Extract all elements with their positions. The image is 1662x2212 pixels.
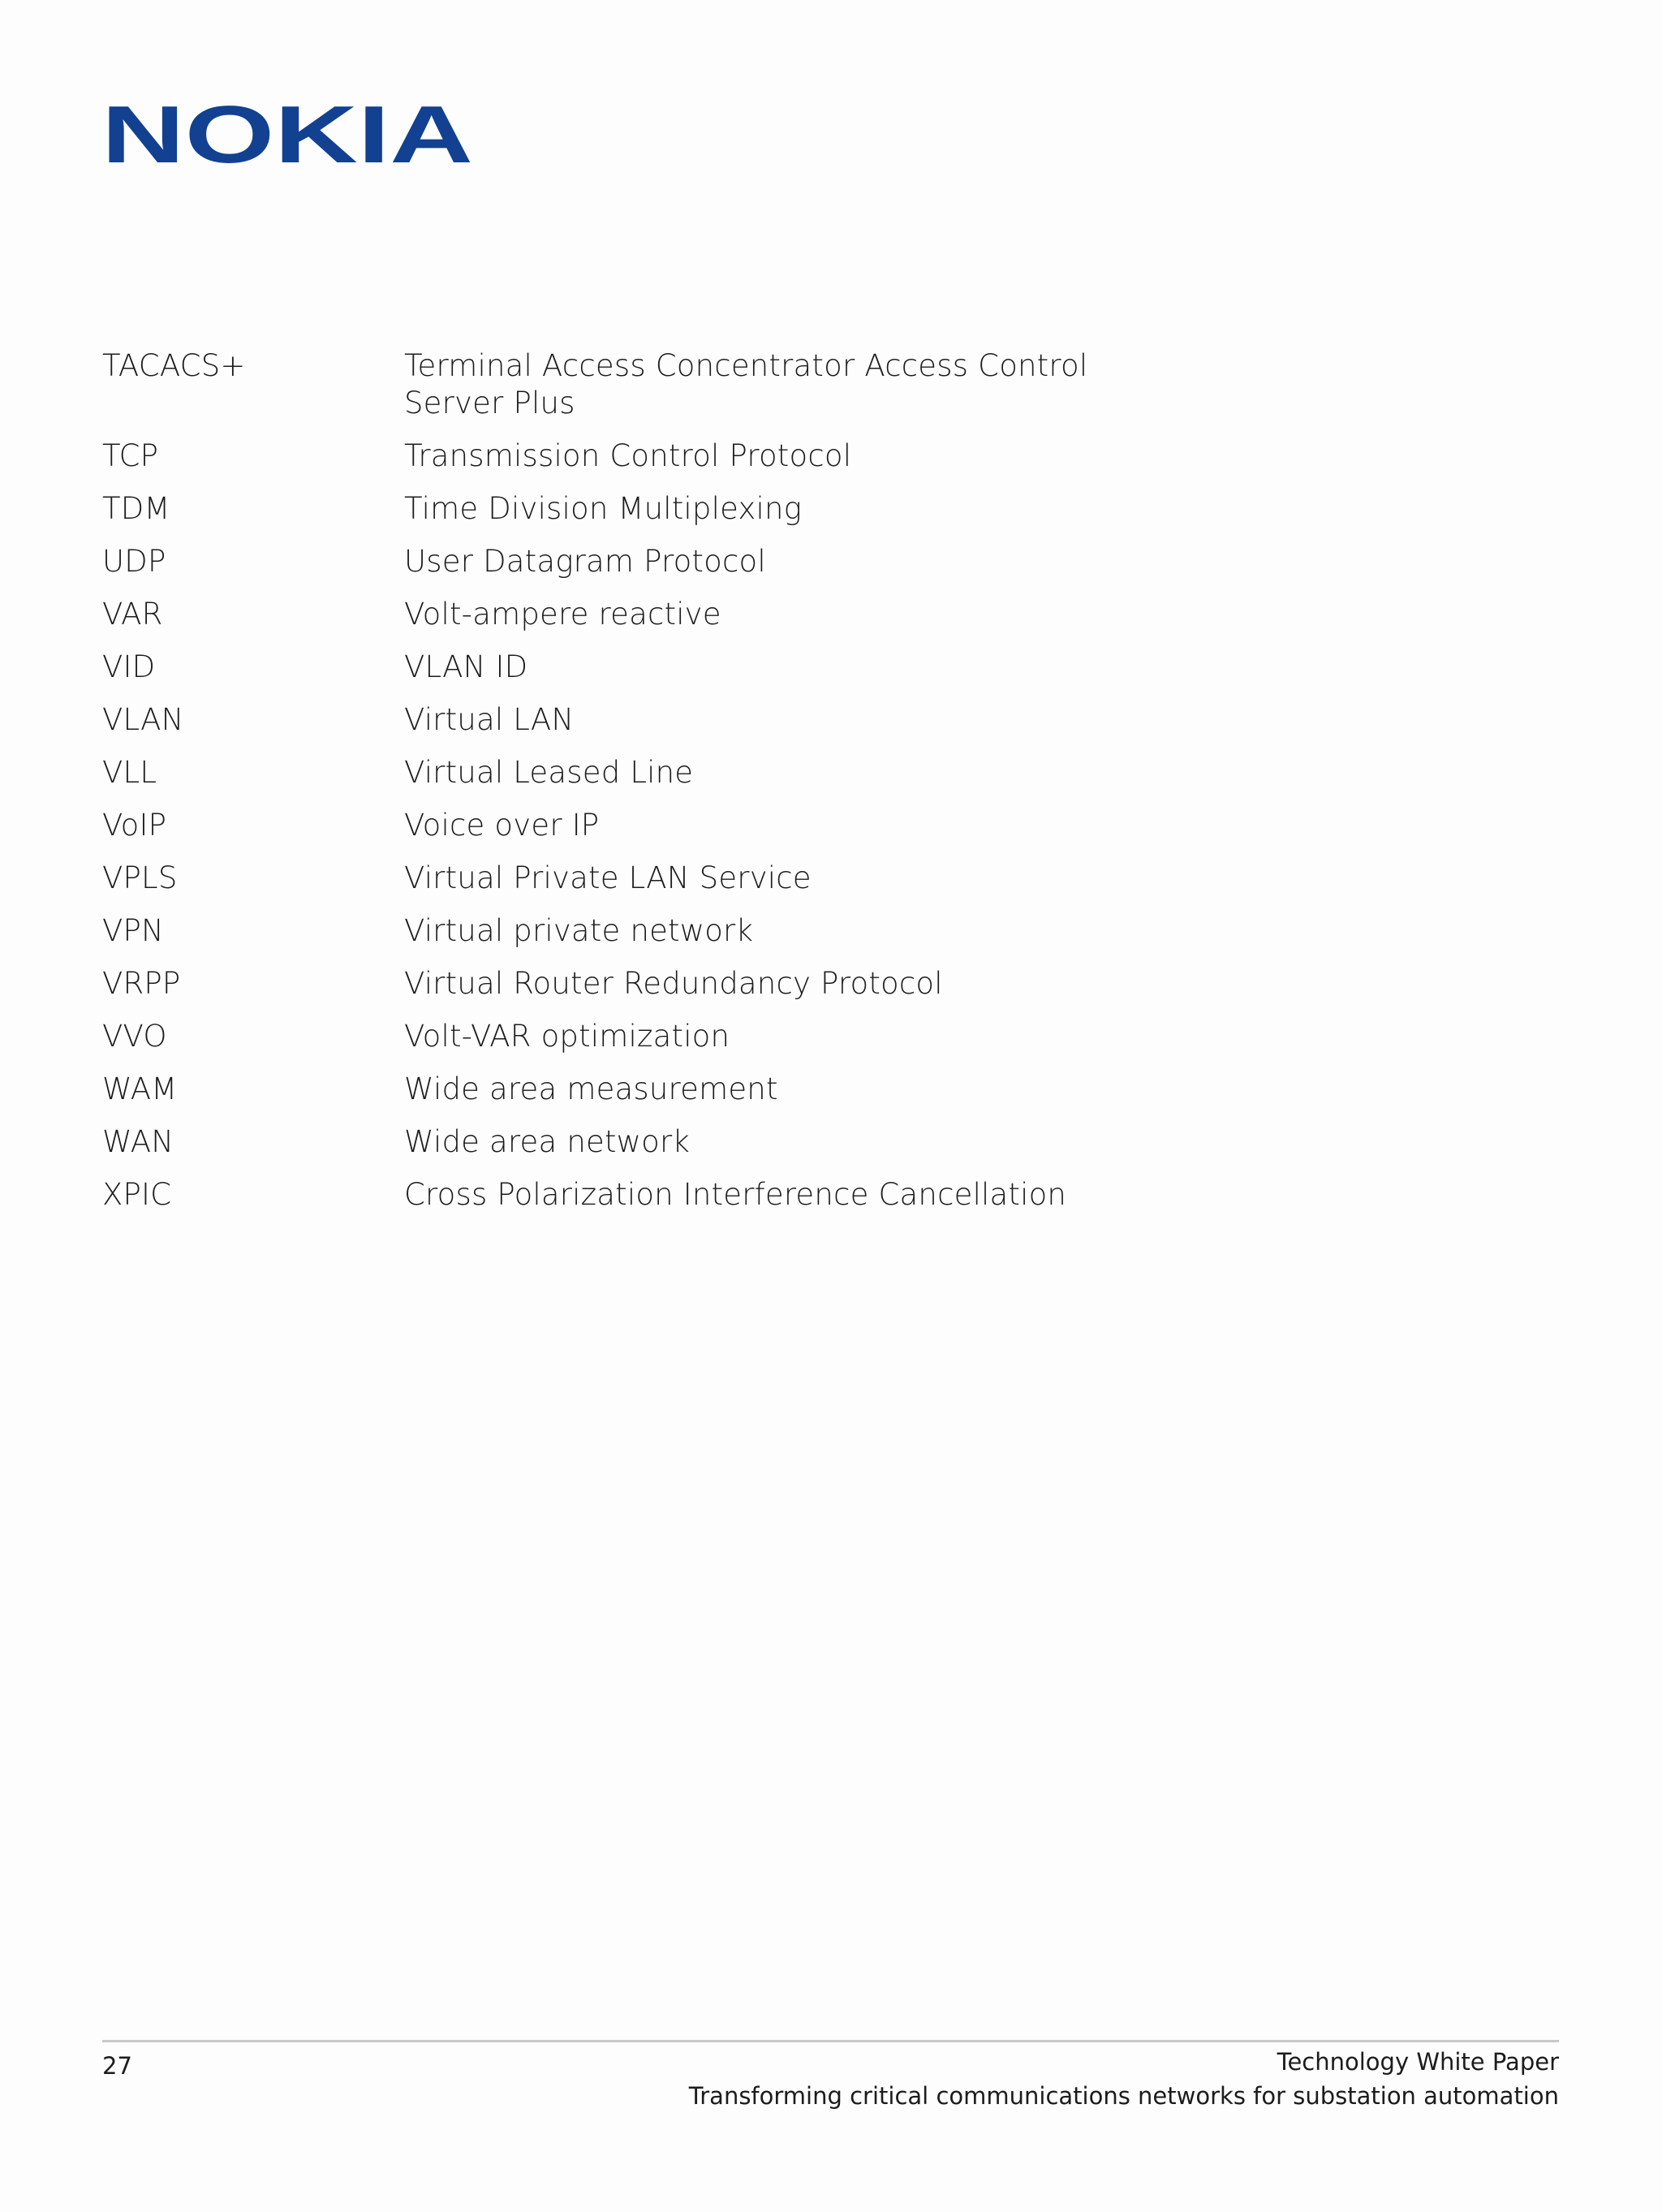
abbreviation-term: TACACS+ <box>102 348 246 383</box>
abbreviation-row <box>102 1123 1157 1161</box>
abbreviation-definition: Volt-ampere reactive <box>404 597 721 632</box>
abbreviation-row <box>102 490 1157 528</box>
abbreviation-definition: Wide area measurement <box>404 1072 778 1106</box>
abbreviation-term: VLAN <box>102 702 184 737</box>
abbreviations-list <box>102 347 1157 1229</box>
abbreviation-term: VID <box>102 649 156 684</box>
abbreviation-definition: Virtual LAN <box>404 702 575 737</box>
abbreviation-definition: Virtual Router Redundancy Protocol <box>404 966 943 1001</box>
abbreviation-term: TCP <box>102 438 159 473</box>
svg-text:NOKIA: NOKIA <box>101 101 473 166</box>
abbreviation-term: WAN <box>102 1124 174 1159</box>
abbreviation-definition: Terminal Access Concentrator Access Control Server Plus <box>404 348 1088 420</box>
footer-divider <box>102 2040 1559 2042</box>
abbreviation-term: UDP <box>102 544 166 579</box>
abbreviation-row <box>102 965 1157 1003</box>
abbreviation-definition: VLAN ID <box>404 649 528 684</box>
abbreviation-definition: Virtual Leased Line <box>404 755 694 790</box>
abbreviation-definition: Volt-VAR optimization <box>404 1019 730 1054</box>
abbreviation-row <box>102 701 1157 739</box>
abbreviation-term: VoIP <box>102 808 167 843</box>
abbreviation-term: VPN <box>102 913 164 948</box>
abbreviation-definition: Voice over IP <box>404 808 600 843</box>
document-title: Transforming critical communications networks for substation automation <box>688 2082 1559 2110</box>
abbreviation-term: VPLS <box>102 860 178 895</box>
abbreviation-term: VVO <box>102 1019 167 1054</box>
abbreviation-term: XPIC <box>102 1177 172 1212</box>
footer-document-info <box>689 2045 1559 2113</box>
abbreviation-row <box>102 1176 1157 1214</box>
abbreviation-term: TDM <box>102 491 170 526</box>
abbreviation-row <box>102 912 1157 950</box>
nokia-logo <box>101 101 475 166</box>
abbreviation-row <box>102 860 1157 897</box>
abbreviation-definition: Wide area network <box>404 1124 690 1159</box>
abbreviation-definition: User Datagram Protocol <box>404 544 766 579</box>
abbreviation-row <box>102 807 1157 844</box>
abbreviation-definition: Cross Polarization Interference Cancellation <box>404 1177 1067 1212</box>
abbreviation-term: WAM <box>102 1072 178 1106</box>
abbreviation-term: VRPP <box>102 966 181 1001</box>
abbreviation-row <box>102 596 1157 633</box>
abbreviation-row <box>102 347 1157 422</box>
abbreviation-row <box>102 1018 1157 1055</box>
page-number: 27 <box>102 2052 132 2080</box>
abbreviation-row <box>102 438 1157 475</box>
abbreviation-row <box>102 649 1157 686</box>
abbreviation-term: VAR <box>102 597 163 632</box>
abbreviation-definition: Time Division Multiplexing <box>404 491 803 526</box>
abbreviation-term: VLL <box>102 755 157 790</box>
document-type: Technology White Paper <box>1277 2048 1559 2076</box>
abbreviation-definition: Transmission Control Protocol <box>404 438 852 473</box>
abbreviation-definition: Virtual Private LAN Service <box>404 860 812 895</box>
abbreviation-row <box>102 1071 1157 1108</box>
abbreviation-definition: Virtual private network <box>404 913 754 948</box>
abbreviation-row <box>102 543 1157 580</box>
abbreviation-row <box>102 754 1157 791</box>
